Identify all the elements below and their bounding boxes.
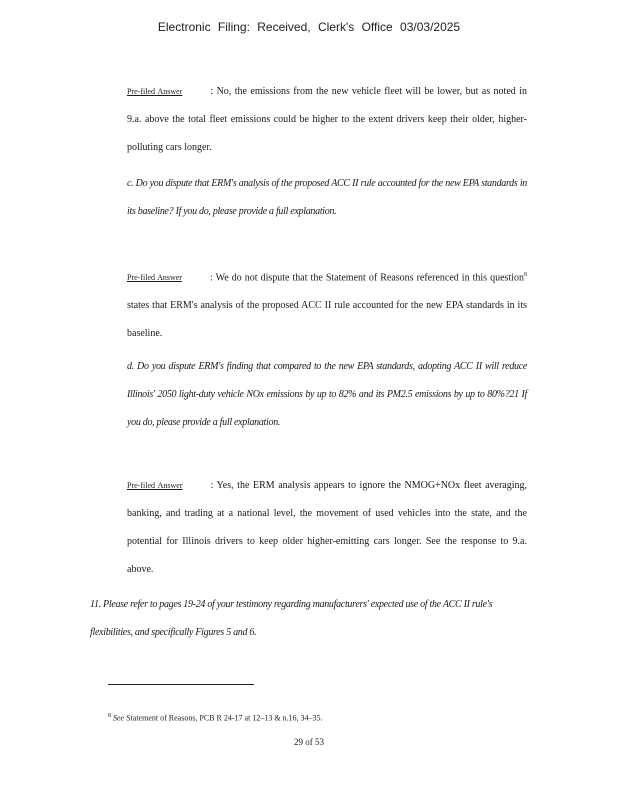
question-c: c. Do you dispute that ERM's analysis of the proposed ACC II rule accounted for the new EPA standards in its baseline? If you do, please provide a full explanation. [127, 178, 527, 217]
prefiled-answer-label: Pre-filed Answer [127, 87, 183, 96]
answer-1-text: : No, the emissions from the new vehicle fleet will be lower, but as noted in 9.a. above the total fleet emissions could be higher to the extent drivers keep their older, higher-polluting cars longer. [127, 86, 527, 153]
footnote [108, 713, 323, 723]
prefiled-answer-label: Pre-filed Answer [127, 273, 182, 283]
footnote-text: Statement of Reasons, PCB R 24-17 at 12–13 & n.16, 34–35. [124, 713, 323, 723]
answer-paragraph-1 [127, 78, 527, 162]
footnote-number: 8 [108, 713, 111, 719]
answer-2-text-part2: states that ERM's analysis of the proposed ACC II rule accounted for the new EPA standards in its baseline. [127, 300, 527, 340]
filing-header: Electronic Filing: Received, Clerk's Office 03/03/2025 [157, 20, 461, 34]
answer-paragraph-3 [127, 472, 527, 584]
footnote-see: See [113, 713, 125, 723]
question-d: d. Do you dispute ERM's finding that compared to the new EPA standards, adopting ACC II will reduce Illinois' 2050 light-duty vehicle NOx emissions by up to 82% and its PM2.5 emissions by up to 80%?21 If you do, please provide a full explanation. [127, 361, 527, 428]
question-11: 11. Please refer to pages 19-24 of your testimony regarding manufacturers' expected use of the ACC II rule's flexibilities, and specifically Figures 5 and 6. [90, 599, 493, 638]
footnote-divider [108, 684, 254, 685]
answer-paragraph-2 [127, 261, 527, 348]
footnote-reference: 8 [524, 272, 528, 278]
answer-2-text-part1: : We do not dispute that the Statement of Reasons referenced in this question [209, 272, 525, 284]
prefiled-answer-label: Pre-filed Answer [127, 481, 183, 490]
answer-3-text: : Yes, the ERM analysis appears to ignore the NMOG+NOx fleet averaging, banking, and trading at a national level, the movement of used vehicles into the state, and the potential for Illinois drivers to keep older higher-emitting cars longer. See the response to 9.a. above. [127, 480, 528, 575]
page-number: 29 of 53 [294, 737, 324, 747]
